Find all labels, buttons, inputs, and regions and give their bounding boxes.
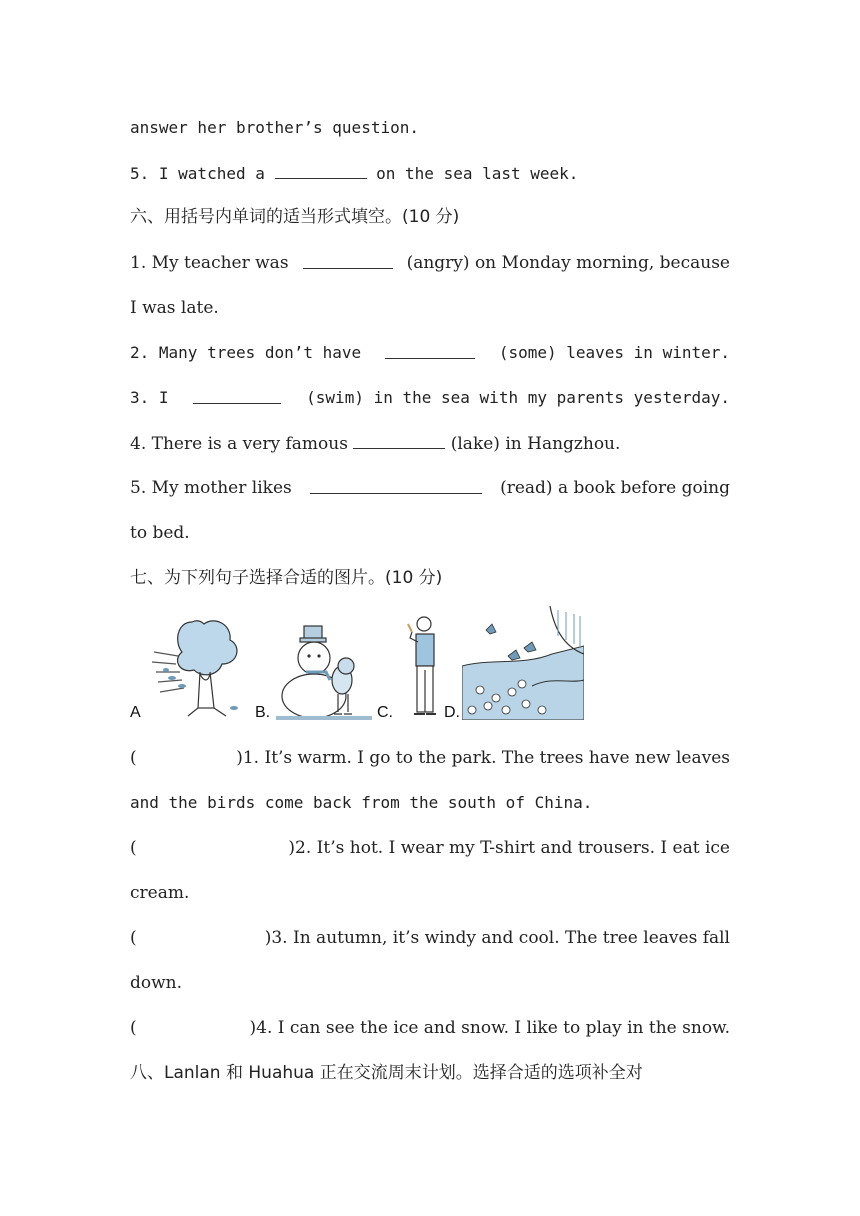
picture-a-label: A <box>130 704 141 721</box>
answer-blank[interactable] <box>385 342 475 359</box>
answer-paren[interactable]: ( <box>130 1018 137 1038</box>
s6-question-1-cont: I was late. <box>130 298 219 318</box>
picture-c-label: C. <box>377 704 393 721</box>
section-6-heading: 六、用括号内单词的适当形式填空。(10 分) <box>130 207 460 227</box>
s7-question-3: ( )3. In autumn, it’s windy and cool. The tree leaves fall <box>130 928 730 948</box>
s7-question-2: ( )2. It’s hot. I wear my T-shirt and trousers. I eat ice <box>130 838 730 858</box>
answer-blank[interactable] <box>275 162 367 179</box>
answer-blank[interactable] <box>310 477 482 494</box>
answer-paren[interactable]: ( <box>130 928 137 948</box>
s7-question-4: ( )4. I can see the ice and snow. I like to play in the snow. <box>130 1018 730 1038</box>
picture-d-label: D. <box>444 704 460 721</box>
s6-question-4: 4. There is a very famous (lake) in Hangzhou. <box>130 434 621 454</box>
s6-question-1: 1. My teacher was (angry) on Monday morning, because <box>130 253 730 273</box>
s6-question-5-cont: to bed. <box>130 523 190 543</box>
picture-b-label: B. <box>255 704 271 721</box>
s7-question-3-cont: down. <box>130 973 183 993</box>
answer-blank[interactable] <box>353 432 445 449</box>
picture-d-spring <box>462 606 584 720</box>
s7-question-1-cont: and the birds come back from the south of China. <box>130 793 593 812</box>
s7-question-1: ( )1. It’s warm. I go to the park. The trees have new leaves <box>130 748 730 768</box>
s7-question-2-cont: cream. <box>130 883 190 903</box>
answer-blank[interactable] <box>303 252 393 269</box>
s6-question-5: 5. My mother likes (read) a book before going <box>130 478 730 498</box>
prev-line-1: answer her brother’s question. <box>130 118 419 137</box>
answer-paren[interactable]: ( <box>130 838 137 858</box>
answer-blank[interactable] <box>193 387 281 404</box>
s6-question-3: 3. I (swim) in the sea with my parents yesterday. <box>130 388 730 407</box>
s6-question-2: 2. Many trees don’t have (some) leaves in winter. <box>130 343 730 362</box>
picture-c-boy <box>402 612 442 720</box>
section-7-heading: 七、为下列句子选择合适的图片。(10 分) <box>130 568 443 588</box>
picture-a-windy-tree <box>152 612 256 720</box>
answer-paren[interactable]: ( <box>130 748 137 768</box>
prev-question-5: 5. I watched a on the sea last week. <box>130 164 579 183</box>
section-8-heading: 八、Lanlan 和 Huahua 正在交流周末计划。选择合适的选项补全对 <box>130 1063 643 1083</box>
picture-b-snowman <box>276 620 372 722</box>
